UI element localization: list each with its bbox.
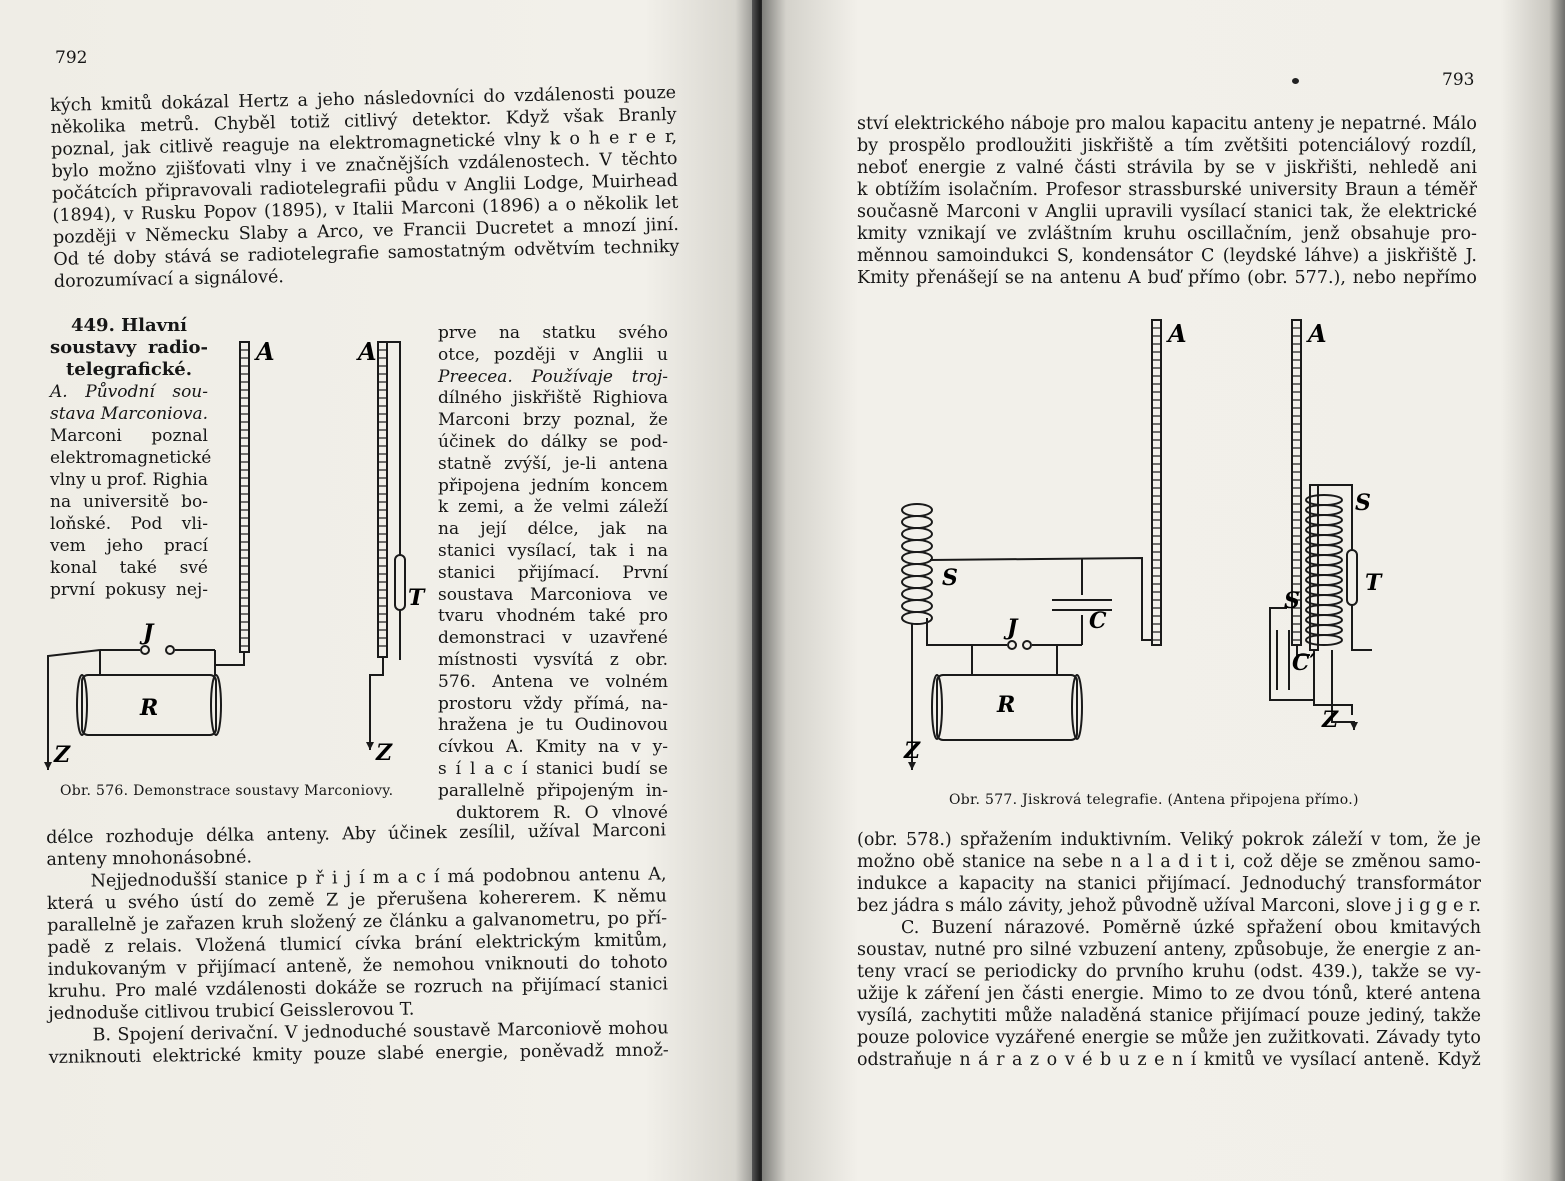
text-line: účinek do dálky se pod- — [438, 431, 668, 452]
text-line: odstraňuje n á r a z o v é b u z e n í kmitů ve vysílací anteně. Když — [857, 1050, 1481, 1070]
text-line: parallelně připojeným in- — [438, 780, 668, 801]
text-line: prostoru vždy přímá, na- — [438, 693, 668, 714]
label-R: R — [140, 695, 159, 721]
label-S2: S — [1355, 490, 1371, 516]
text-line: délce rozhoduje délka anteny. Aby účinek zesílil, užíval Marconi — [46, 820, 667, 848]
text-line: by prospělo prodloužiti jiskřiště a tím zvětšiti potenciálový rozdíl, — [857, 136, 1477, 156]
text-line: dorozumívací a signálové. — [53, 267, 285, 292]
text-line: kmity vznikají ve zvláštním kruhu oscillačním, jenž obsahuje pro- — [857, 224, 1477, 244]
text-line: poznal, jak citlivě reaguje na elektromagnetické vlny k o h e r e r, — [50, 126, 678, 160]
section-heading-line: 449. Hlavní — [71, 315, 187, 336]
text-line: duktorem R. O vlnové — [456, 802, 668, 823]
text-line: možno obě stanice na sebe n a l a d i t i, což děje se změnou samo- — [857, 852, 1481, 872]
text-line: místnosti vysvítá z obr. — [438, 649, 668, 670]
text-line: vem jeho prací — [50, 536, 208, 556]
text-line: kých kmitů dokázal Hertz a jeho následovníci do vzdálenosti pouze — [50, 82, 677, 116]
text-line: stava Marconiova. — [50, 404, 208, 424]
label-Z1: Z — [54, 742, 71, 768]
text-line: A. Původní sou- — [50, 382, 208, 402]
left-paragraph-bottom — [46, 819, 669, 1069]
text-line: Kmity přenášejí se na antenu A buď přímo (obr. 577.), nebo nepřímo — [857, 268, 1477, 288]
text-line: k obtížím isolačním. Profesor strassburské university Braun a téměř — [857, 180, 1477, 200]
text-line: první pokusy nej- — [50, 580, 208, 600]
text-line: 576. Antena ve volném — [438, 671, 668, 692]
text-line: demonstraci v uzavřené — [438, 628, 668, 649]
label-R: R — [997, 692, 1016, 718]
text-line: později v Německu Slaby a Arco, ve Francii Ducretet a mnozí jiní. — [52, 214, 680, 248]
left-paragraph-top — [50, 82, 680, 293]
text-line: bylo možno zjišťovati vlny i ve značnějších vzdálenostech. V těchto — [51, 148, 678, 182]
text-line: vysílá, zachytiti může naladěná stanice přijímací pouze jediný, takže — [857, 1006, 1481, 1026]
section-heading-line: telegrafické. — [65, 359, 193, 380]
figure-577-caption: Obr. 577. Jiskrová telegrafie. (Antena připojena přímo.) — [949, 792, 1359, 808]
text-line: B. Spojení derivační. V jednoduché soustavě Marconiově mohou — [92, 1018, 669, 1046]
text-line: stanici vysílací, tak i na — [438, 540, 668, 561]
left-page — [0, 0, 758, 1181]
figure-576-caption: Obr. 576. Demonstrace soustavy Marconiovy. — [60, 783, 394, 799]
text-line: (1894), v Rusku Popov (1895), v Italii Marconi (1896) a o několik let — [52, 192, 679, 226]
text-line: konal také své — [50, 558, 208, 578]
text-line: Nejjednodušší stanice p ř i j í m a c í má podobnou antenu A, — [90, 864, 667, 892]
label-T: T — [1365, 570, 1382, 596]
label-Z1: Z — [904, 738, 921, 764]
label-C-prime: C′ — [1292, 650, 1316, 676]
text-line: vzniknouti elektrické kmity pouze slabé energie, poněvadž množ- — [48, 1040, 669, 1068]
text-line: stanici přijímací. První — [438, 562, 668, 583]
right-paragraph-top — [857, 113, 1477, 289]
text-line: Marconi poznal — [50, 426, 208, 446]
text-line: elektromagnetické — [50, 448, 212, 468]
label-J: J — [143, 620, 154, 646]
text-line: prve na statku svého — [438, 323, 668, 343]
label-A2: A — [1308, 319, 1327, 348]
text-line: parallelně je zařazen kruh složený ze článku a galvanometru, po pří- — [47, 908, 668, 936]
text-line: dílného jiskřiště Righiova — [438, 388, 668, 409]
label-A2: A — [358, 337, 377, 366]
figure-576-diagram — [40, 330, 435, 770]
text-line: Preecea. Používaje troj- — [438, 366, 668, 387]
text-line: počátcích připravovali radiotelegrafii půdu v Anglii Lodge, Muirhead — [51, 170, 679, 204]
text-line: statně zvýší, je-li antena — [438, 453, 668, 474]
text-line: cívkou A. Kmity na v y- — [438, 737, 668, 758]
text-line: užije k záření jen části energie. Mimo to ze dvou tónů, které antena — [857, 984, 1481, 1004]
label-C: C — [1089, 608, 1107, 634]
text-line: připojena jedním koncem — [438, 475, 668, 496]
section-heading-line: soustavy radio- — [50, 337, 208, 358]
text-line: (obr. 578.) spřažením induktivním. Veliký pokrok záleží v tom, že je — [857, 830, 1481, 850]
text-line: soustava Marconiova ve — [438, 584, 668, 605]
left-right-column — [438, 323, 668, 824]
ink-speck — [1292, 78, 1299, 84]
figure-577-diagram — [892, 310, 1452, 780]
text-line: neboť energie z valné části strávila by se v jiskřišti, nehledě ani — [857, 158, 1477, 178]
text-line: několika metrů. Chyběl totiž citlivý detektor. Když však Branly — [50, 104, 677, 138]
label-S3: S — [1284, 588, 1300, 614]
label-J: J — [1007, 615, 1018, 641]
text-line: kruhu. Pro malé vzdálenosti dokáže se rozruch na přijímací stanici — [47, 974, 669, 1002]
text-line: hražena je tu Oudinovou — [438, 715, 668, 736]
text-line: indukce a kapacity na stanici přijímací. Jednoduchý transformátor — [857, 874, 1481, 894]
right-page — [762, 0, 1565, 1181]
label-T: T — [408, 585, 425, 611]
text-line: na její délce, jak na — [438, 519, 668, 540]
text-line: padě z relais. Vložená tlumicí cívka brání elektrickým kmitům, — [47, 930, 668, 958]
text-line: měnnou samoindukci S, kondensátor C (leydské láhve) a jiskřiště J. — [857, 246, 1477, 266]
page-number-right: 793 — [1442, 70, 1475, 90]
text-line: Marconi brzy poznal, že — [438, 410, 668, 431]
right-paragraph-bottom — [857, 829, 1481, 1071]
text-line: Od té doby stává se radiotelegrafie samostatným odvětvím techniky — [53, 236, 680, 270]
text-line: jednoduše citlivou trubicí Geisslerovou T. — [48, 999, 415, 1024]
label-A1: A — [1168, 319, 1187, 348]
text-line: s í l a c í stanici budí se — [438, 758, 668, 779]
label-A1: A — [256, 337, 275, 366]
text-line: současně Marconi v Anglii upravili vysílací stanici tak, že elektrické — [857, 202, 1477, 222]
text-line: k zemi, a že velmi záleží — [438, 497, 668, 518]
text-line: bez jádra s málo závity, jehož původně užíval Marconi, slove j i g g e r. — [857, 896, 1481, 916]
text-line: anteny mnohonásobné. — [46, 847, 253, 870]
text-line: která u svého ústí do země Z je přerušena kohererem. K němu — [46, 886, 667, 914]
page-number-left: 792 — [55, 48, 88, 68]
text-line: C. Buzení nárazové. Poměrně úzké spřažení obou kmitavých — [901, 918, 1481, 938]
text-line: soustav, nutné pro silné vzbuzení anteny, způsobuje, že energie z an- — [857, 940, 1481, 960]
text-line: vlny u prof. Righia — [50, 470, 208, 490]
label-Z2: Z — [1322, 707, 1339, 733]
text-line: ství elektrického náboje pro malou kapacitu anteny je nepatrné. Málo — [857, 114, 1477, 134]
text-line: loňské. Pod vli- — [50, 514, 208, 534]
text-line: otce, později v Anglii u — [438, 344, 668, 365]
label-Z2: Z — [376, 740, 393, 766]
text-line: tvaru vhodném také pro — [438, 606, 668, 627]
label-S1: S — [942, 565, 958, 591]
text-line: indukovaným v přijímací anteně, že nemohou vniknouti do tohoto — [47, 952, 668, 980]
text-line: na universitě bo- — [50, 492, 208, 512]
text-line: pouze polovice vyzářené energie se může jen zužitkovati. Závady tyto — [857, 1028, 1481, 1048]
text-line: teny vrací se periodicky do prvního kruhu (odst. 439.), takže se vy- — [857, 962, 1481, 982]
